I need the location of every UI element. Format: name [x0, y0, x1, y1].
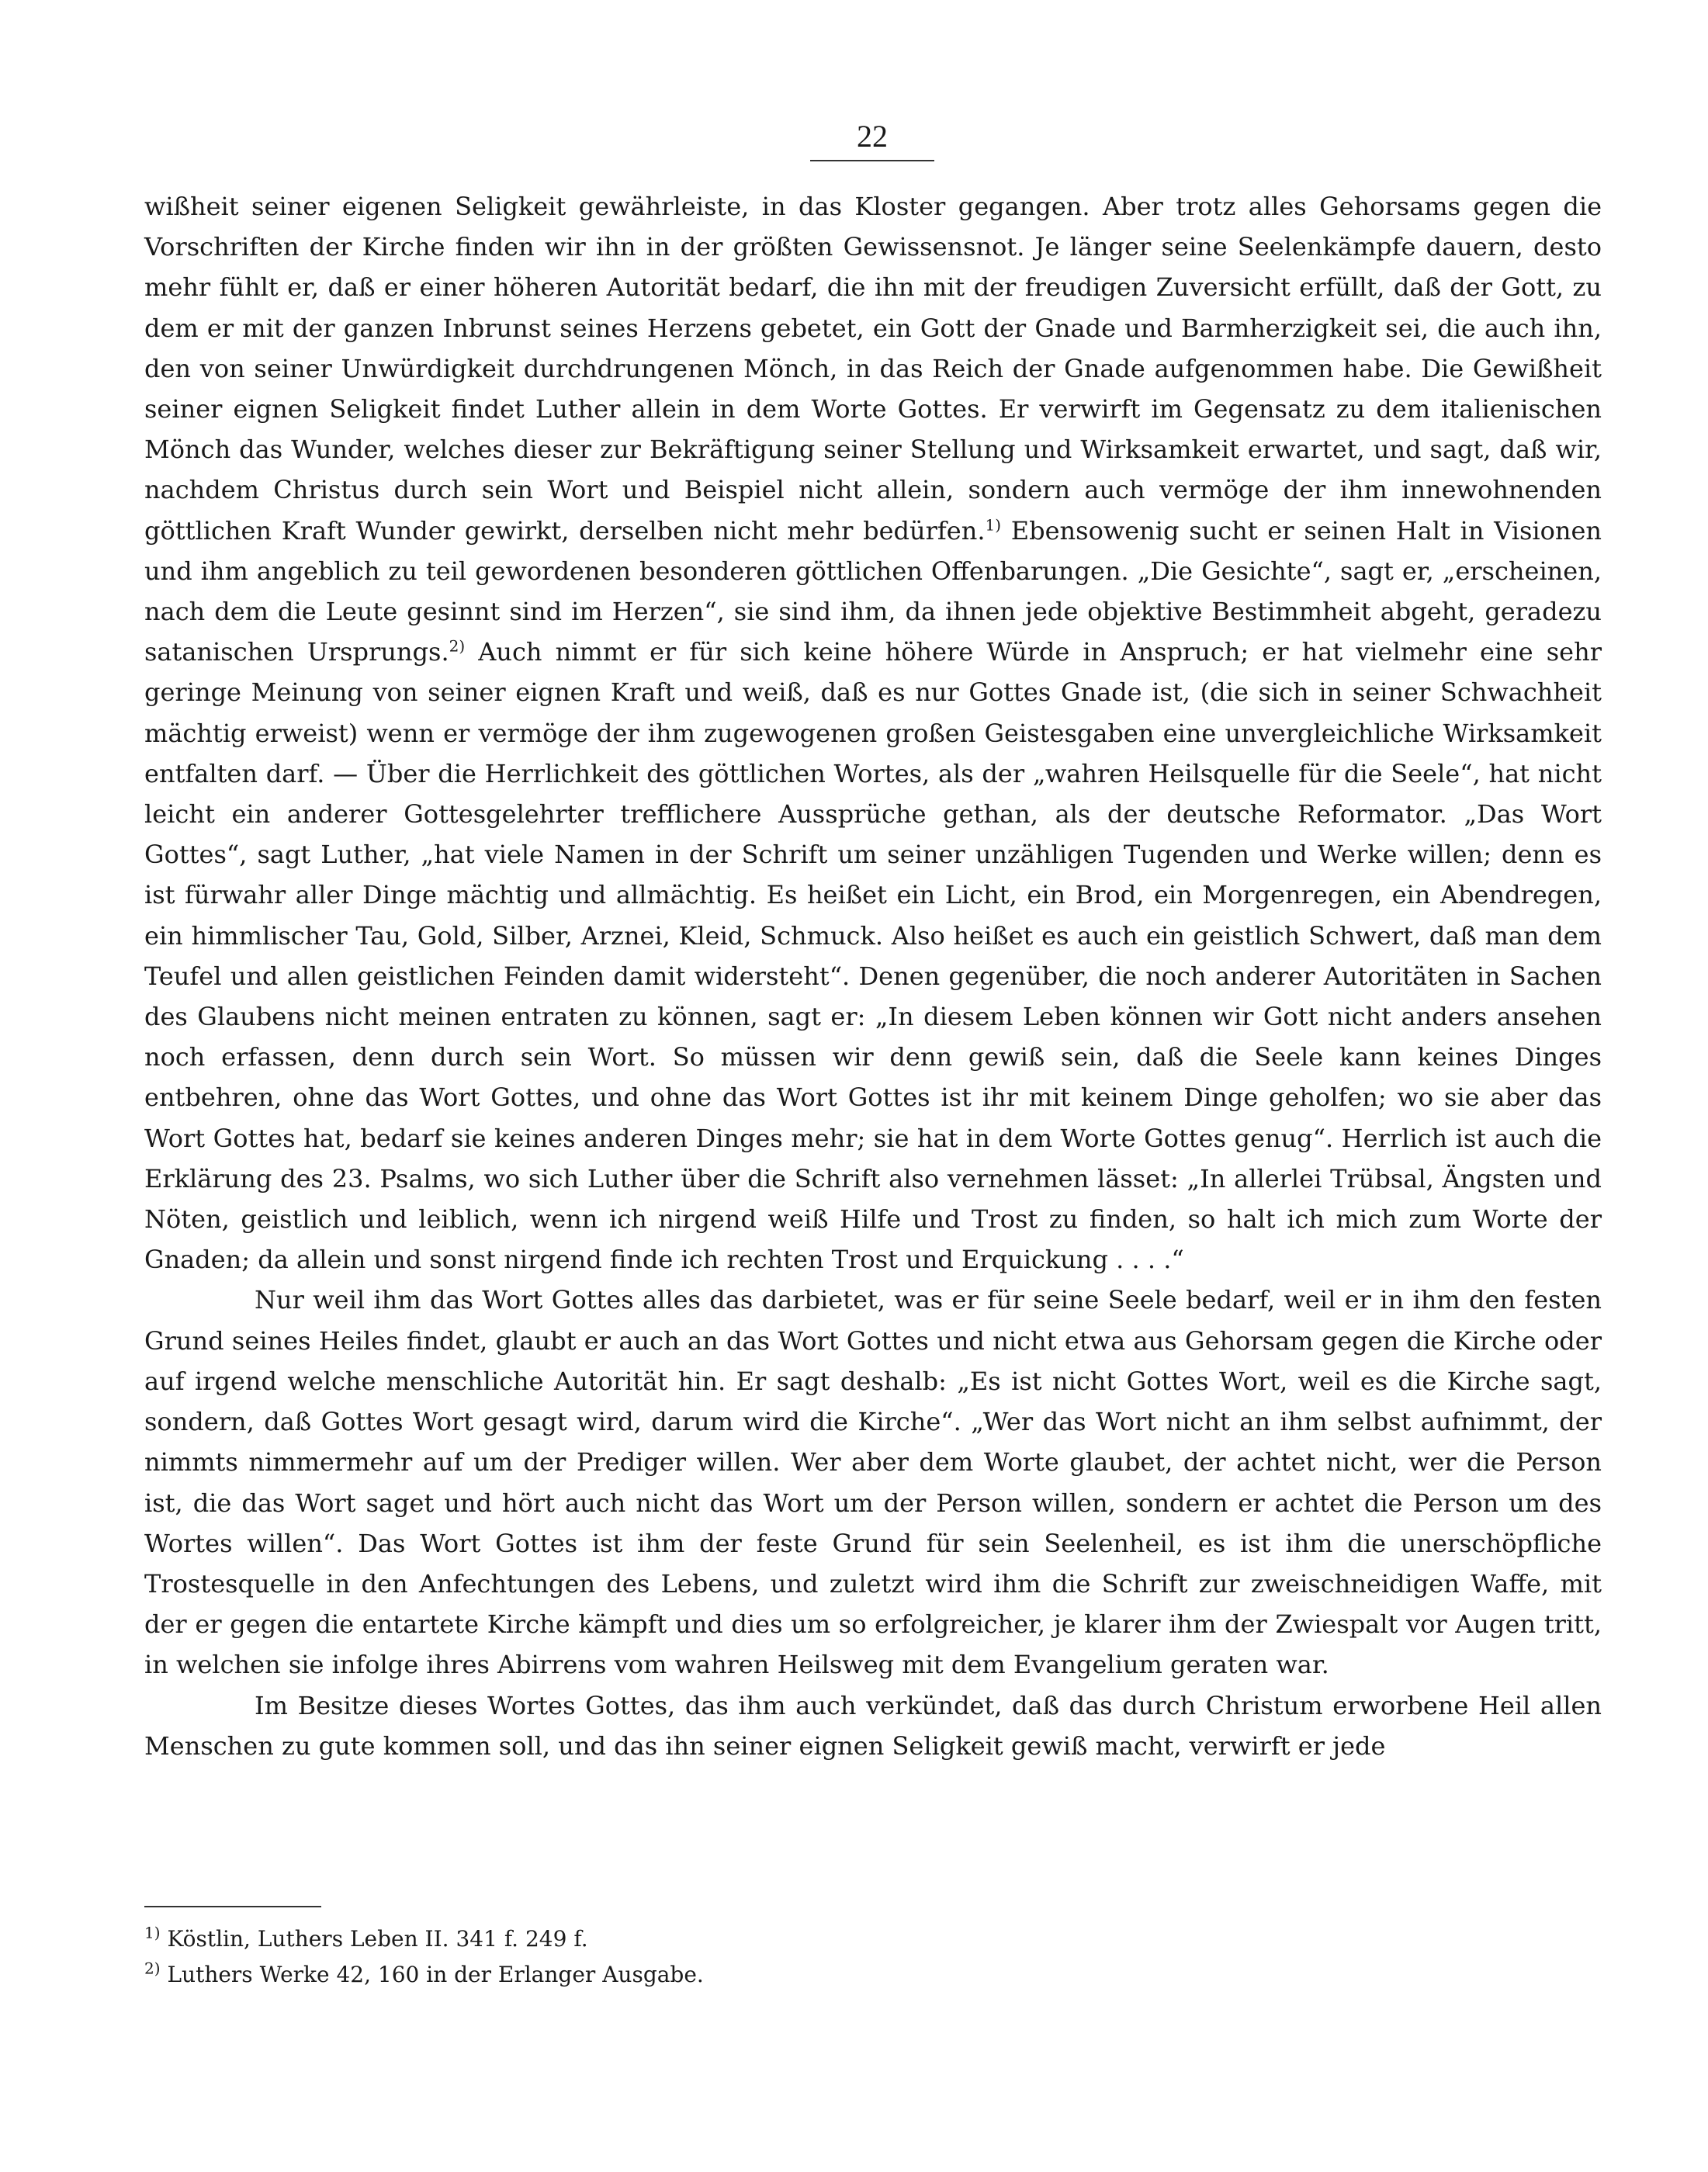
footnote-2 — [144, 1957, 1602, 1993]
footnote-1-text: Köstlin, Luthers Leben II. 341 f. 249 f. — [167, 1926, 588, 1952]
paragraph-1-part-a: wißheit seiner eigenen Seligkeit gewährleiste, in das Kloster gegangen. Aber trotz alles Gehorsams gegen die Vorschriften der Kirche finden wir ihn in der größten Gewissensnot. Je länger seine Seelenkämpfe dauern, desto mehr fühlt er, daß er einer höheren Autorität bedarf, die ihn mit der freudigen Zuversicht erfüllt, daß der Gott, zu dem er mit der ganzen Inbrunst seines Herzens gebetet, ein Gott der Gnade und Barmherzigkeit sei, die auch ihn, den von seiner Unwürdigkeit durchdrungenen Mönch, in das Reich der Gnade aufgenommen habe. Die Gewißheit seiner eignen Seligkeit findet Luther allein in dem Worte Gottes. Er verwirft im Gegensatz zu dem italienischen Mönch das Wunder, welches dieser zur Bekräftigung seiner Stellung und Wirksamkeit erwartet, und sagt, daß wir, nachdem Christus durch sein Wort und Beispiel nicht allein, sondern auch vermöge der ihm innewohnenden göttlichen Kraft Wunder gewirkt, derselben nicht mehr bedürfen. — [144, 192, 1602, 546]
paragraph-1-part-c: Auch nimmt er für sich keine höhere Würde in Anspruch; er hat vielmehr eine sehr geringe Meinung von seiner eignen Kraft und weiß, daß es nur Gottes Gnade ist, (die sich in seiner Schwachheit mächtig erweist) wenn er vermöge der ihm zugewogenen großen Geistesgaben eine unvergleichliche Wirksamkeit entfalten darf. — Über die Herrlichkeit des göttlichen Wortes, als der „wahren Heilsquelle für die Seele“, hat nicht leicht ein anderer Gottesgelehrter trefflichere Aussprüche gethan, als der deutsche Reformator. „Das Wort Gottes“, sagt Luther, „hat viele Namen in der Schrift um seiner unzähligen Tugenden und Werke willen; denn es ist fürwahr aller Dinge mächtig und allmächtig. Es heißet ein Licht, ein Brod, ein Morgenregen, ein Abendregen, ein himmlischer Tau, Gold, Silber, Arznei, Kleid, Schmuck. Also heißet es auch ein geistlich Schwert, daß man dem Teufel und allen geistlichen Feinden damit widersteht“. Denen gegenüber, die noch anderer Autoritäten in Sachen des Glaubens nicht meinen entraten zu können, sagt er: „In diesem Leben können wir Gott nicht anders ansehen noch erfassen, denn durch sein Wort. So müssen wir denn gewiß sein, daß die Seele kann keines Dinges entbehren, ohne das Wort Gottes, und ohne das Wort Gottes ist ihr mit keinem Dinge geholfen; wo sie aber das Wort Gottes hat, bedarf sie keines anderen Dinges mehr; sie hat in dem Worte Gottes genug“. Herrlich ist auch die Erklärung des 23. Psalms, wo sich Luther über die Schrift also vernehmen lässet: „In allerlei Trübsal, Ängsten und Nöten, geistlich und leiblich, wenn ich nirgend weiß Hilfe und Trost zu finden, so halt ich mich zum Worte der Gnaden; da allein und sonst nirgend finde ich rechten Trost und Erquickung . . . .“ — [144, 637, 1602, 1275]
paragraph-1-part-b: Ebensowenig sucht er seinen Halt in Visionen und ihm angeblich zu teil gewordenen besonderen göttlichen Offenbarungen. „Die Gesichte“, sagt er, „erscheinen, nach dem die Leute gesinnt sind im Herzen“, sie sind ihm, da ihnen jede objektive Bestimmheit abgeht, geradezu satanischen Ursprungs. — [144, 515, 1602, 667]
page-number-rule — [810, 160, 934, 161]
footnote-1-mark: 1) — [144, 1923, 161, 1942]
paragraph-2: Nur weil ihm das Wort Gottes alles das darbietet, was er für seine Seele bedarf, weil er in ihm den festen Grund seines Heiles findet, glaubt er auch an das Wort Gottes und nicht etwa aus Gehorsam gegen die Kirche oder auf irgend welche menschliche Autorität hin. Er sagt deshalb: „Es ist nicht Gottes Wort, weil es die Kirche sagt, sondern, daß Gottes Wort gesagt wird, darum wird die Kirche“. „Wer das Wort nicht an ihm selbst aufnimmt, der nimmts nimmermehr auf um der Prediger willen. Wer aber dem Worte glaubet, der achtet nicht, wer die Person ist, die das Wort saget und hört auch nicht das Wort um der Person willen, sondern er achtet die Person um des Wortes willen“. Das Wort Gottes ist ihm der feste Grund für sein Seelenheil, es ist ihm die unerschöpfliche Trostesquelle in den Anfechtungen des Lebens, und zuletzt wird ihm die Schrift zur zweischneidigen Waffe, mit der er gegen die entartete Kirche kämpft und dies um so erfolgreicher, je klarer ihm der Zwiespalt vor Augen tritt, in welchen sie infolge ihres Abirrens vom wahren Heilsweg mit dem Evangelium geraten war. — [144, 1285, 1602, 1680]
paragraph-1 — [144, 186, 1602, 1280]
page-number: 22 — [857, 119, 888, 154]
footnotes — [144, 1921, 1602, 1993]
footnote-1 — [144, 1921, 1602, 1957]
body-text — [144, 186, 1602, 1766]
footnote-2-text: Luthers Werke 42, 160 in der Erlanger Ausgabe. — [167, 1962, 704, 1987]
footnote-rule — [144, 1906, 321, 1907]
footnote-2-mark: 2) — [144, 1959, 161, 1978]
footnote-ref-2: 2) — [449, 636, 466, 656]
paragraph-3: Im Besitze dieses Wortes Gottes, das ihm auch verkündet, daß das durch Christum erworbene Heil allen Menschen zu gute kommen soll, und das ihn seiner eignen Seligkeit gewiß macht, verwirft er jede — [144, 1690, 1602, 1761]
footnote-ref-1: 1) — [985, 514, 1002, 534]
